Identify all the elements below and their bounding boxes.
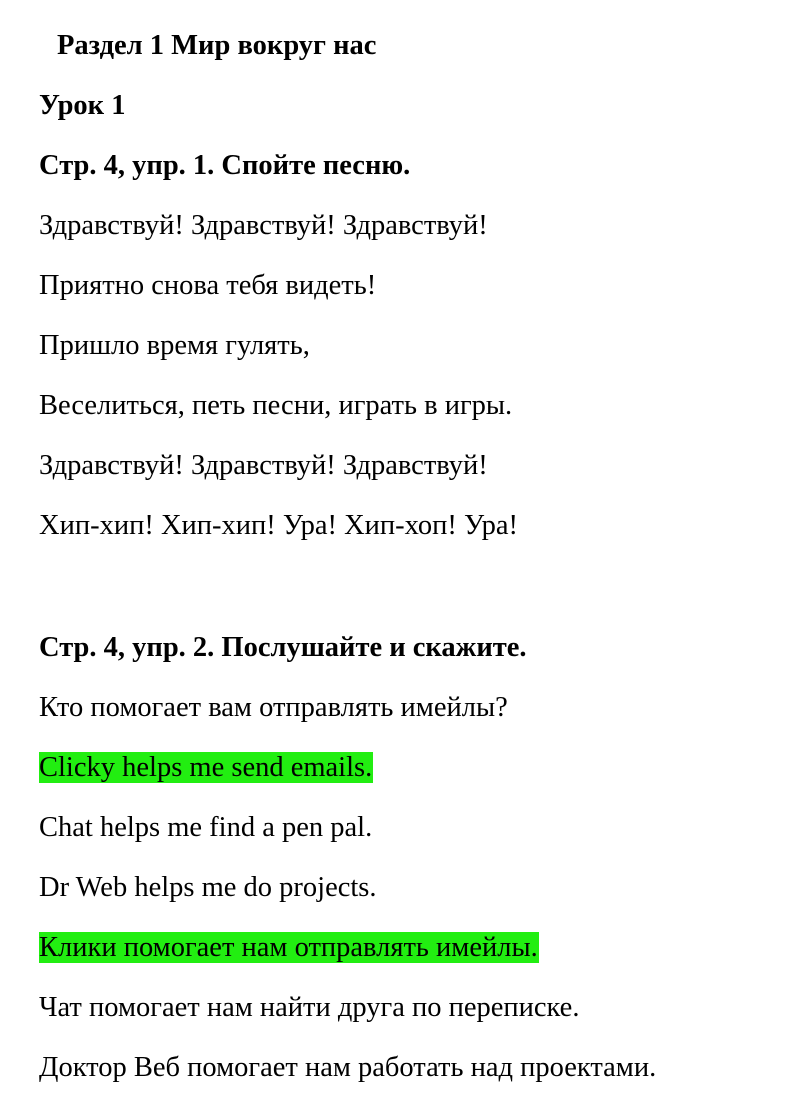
translation-line: Доктор Веб помогает нам работать над проектами.	[39, 1052, 657, 1083]
highlighted-answer: Clicky helps me send emails.	[39, 752, 373, 783]
question-line: Кто помогает вам отправлять имейлы?	[39, 692, 508, 723]
exercise-2-heading: Стр. 4, упр. 2. Послушайте и скажите.	[39, 632, 527, 663]
exercise-1-heading: Стр. 4, упр. 1. Спойте песню.	[39, 150, 411, 181]
answer-line: Chat helps me find a pen pal.	[39, 812, 373, 843]
section-title: Раздел 1 Мир вокруг нас	[57, 30, 377, 61]
song-line: Пришло время гулять,	[39, 330, 310, 361]
highlighted-translation: Клики помогает нам отправлять имейлы.	[39, 932, 538, 963]
answer-line: Dr Web helps me do projects.	[39, 872, 377, 903]
song-line: Веселиться, петь песни, играть в игры.	[39, 390, 513, 421]
song-line: Здравствуй! Здравствуй! Здравствуй!	[39, 210, 488, 241]
lesson-title: Урок 1	[39, 90, 126, 121]
song-line: Здравствуй! Здравствуй! Здравствуй!	[39, 450, 488, 481]
translation-line: Чат помогает нам найти друга по переписке.	[39, 992, 580, 1023]
song-line: Приятно снова тебя видеть!	[39, 270, 377, 301]
song-line: Хип-хип! Хип-хип! Ура! Хип-хоп! Ура!	[39, 510, 519, 541]
